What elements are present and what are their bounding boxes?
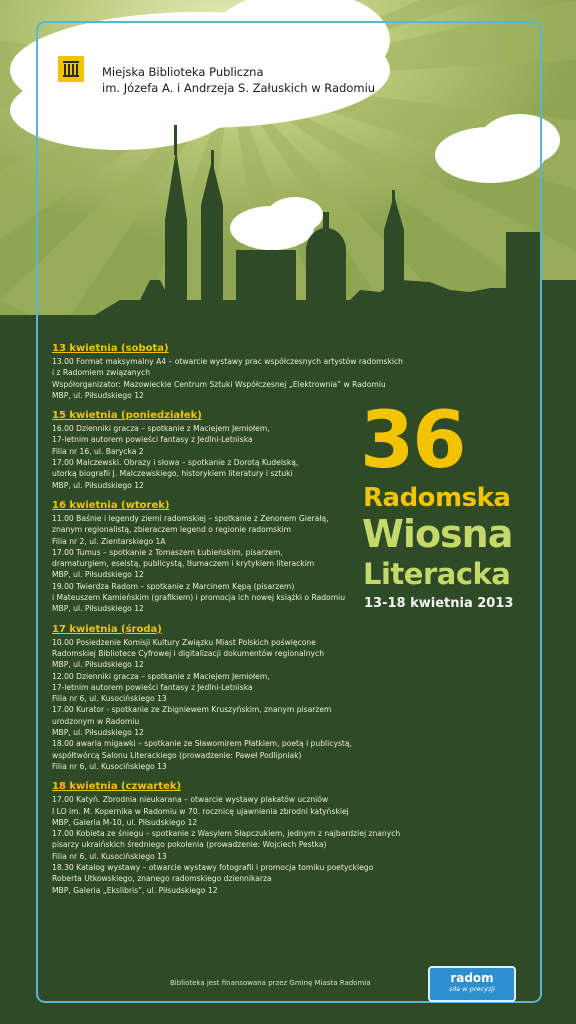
event-line: 18.30 Katalog wystawy – otwarcie wystawy fotografii i promocja tomiku poetyckiego [52,862,374,872]
event-line: urodzonym w Radomiu [52,716,140,726]
festival-title-wiosna: Wiosna [362,512,513,556]
radom-city-logo [428,966,516,1002]
festival-dates: 13-18 kwietnia 2013 [364,596,514,611]
event-line: Roberta Utkowskiego, znanego radomskiego dziennikarza [52,874,272,884]
event-line: i Mateuszem Kamieńskim (grafikiem) i promocja ich nowej książki o Radomiu [52,593,346,603]
event-line: MBP, ul. Piłsudskiego 12 [52,570,144,580]
event-line: 17-letnim autorem powieści fantasy z Jedlni-Letniska [52,435,253,445]
day-section [52,623,444,773]
event-line: MBP, ul. Piłsudskiego 12 [52,660,144,670]
event-line: MBP, Galeria „Ekslibris”, ul. Piłsudskiego 12 [52,885,218,895]
event-line: 18.00 awaria migawki – spotkanie ze Sławomirem Płatkiem, poetą i publicystą, [52,739,352,749]
event-line: Filia nr 6, ul. Kusocińskiego 13 [52,761,167,771]
funding-note: Biblioteka jest finansowana przez Gminę Miasta Radomia [170,979,371,987]
radom-logo-word: radom [450,971,494,985]
radom-logo-slogan: siła w precyzji [449,985,495,993]
event-line: Filia nr 16, ul. Barycka 2 [52,446,144,456]
event-line: MBP, ul. Piłsudskiego 12 [52,480,144,490]
event-line: 17.00 Tumus – spotkanie z Tomaszem Łubieńskim, pisarzem, [52,547,283,557]
event-line: współtwórcą Salonu Literackiego (prowadzenie: Paweł Podlipniak) [52,750,302,760]
day-title: 18 kwietnia (czwartek) [52,781,182,793]
event-line: utorką biografii J. Malczewskiego, historykiem literatury i sztuki [52,469,293,479]
event-line: 12.00 Dzienniki gracza – spotkanie z Maciejem Jemiołem, [52,671,270,681]
day-title: 13 kwietnia (sobota) [52,343,169,354]
event-line: i z Radomiem związanych [52,368,151,378]
event-line: 17.00 Kobieta ze śniegu – spotkanie z Wasylem Słapczukiem, jednym z najbardziej znanych [52,829,401,839]
event-line: dramaturgiem, eseistą, publicystą, tłumaczem i krytykiem literackim [52,559,315,569]
event-line: pisarzy ukraińskich średniego pokolenia (prowadzenie: Wojciech Pestka) [52,840,327,850]
event-line: Filia nr 6, ul. Kusocińskiego 13 [52,851,167,861]
event-line: 17.00 Katyń. Zbrodnia nieukarana – otwarcie wystawy plakatów uczniów [52,795,329,805]
event-line: 13.00 Format maksymalny A4 – otwarcie wystawy prac współczesnych artystów radomskich [52,357,403,366]
festival-title-literacka: Literacka [363,557,511,591]
event-line: 17.00 Malczewski. Obrazy i słowa – spotkanie z Dorotą Kudelską, [52,458,299,468]
library-name [102,64,392,96]
event-line: 10.00 Posiedzenie Komisji Kultury Związku Miast Polskich poświęcone [52,637,316,647]
library-columns-icon [58,56,84,82]
event-line: MBP, Galeria M-10, ul. Piłsudskiego 12 [52,817,198,827]
day-title: 16 kwietnia (wtorek) [52,499,170,511]
event-line: 17-letnim autorem powieści fantasy z Jedlni-Letniska [52,682,253,692]
event-line: MBP, ul. Piłsudskiego 12 [52,728,144,738]
event-line: Filia nr 2, ul. Zientarskiego 1A [52,536,166,546]
day-title: 17 kwietnia (środa) [52,623,162,635]
event-line: I LO im. M. Kopernika w Radomiu w 70. rocznicę ujawnienia zbrodni katyńskiej [52,806,349,816]
library-name-line1: Miejska Biblioteka Publiczna [102,65,264,79]
event-line: MBP, ul. Piłsudskiego 12 [52,390,144,400]
event-line: 11.00 Baśnie i legendy ziemi radomskiej – spotkanie z Zenonem Gierałą, [52,513,329,523]
event-line: Współorganizator: Mazowieckie Centrum Sztuki Współczesnej „Elektrownia” w Radomiu [52,379,386,389]
event-line: Radomskiej Bibliotece Cyfrowej i digitalizacji dokumentów regionalnych [52,648,325,658]
day-section [52,780,444,896]
library-logo [58,56,84,82]
event-line: 19.00 Twierdza Radom – spotkanie z Marcinem Kępą (pisarzem) [52,581,295,591]
event-line: 16.00 Dzienniki gracza – spotkanie z Maciejem Jemiołem, [52,424,270,434]
festival-title-radomska: Radomska [363,483,511,513]
library-name-line2: im. Józefa A. i Andrzeja S. Załuskich w Radomiu [102,81,376,95]
event-line: znanym regionalistą, zbieraczem legend o regionie radomskim [52,525,291,535]
event-line: MBP, ul. Piłsudskiego 12 [52,604,144,614]
day-title: 15 kwietnia (poniedziałek) [52,410,202,422]
event-line: Filia nr 6, ul. Kusocińskiego 13 [52,694,167,704]
festival-edition-number: 36 [360,396,465,486]
event-line: 17.00 Kurator - spotkanie ze Zbigniewem Kruszyńskim, znanym pisarzem [52,705,332,715]
day-section [52,342,444,401]
